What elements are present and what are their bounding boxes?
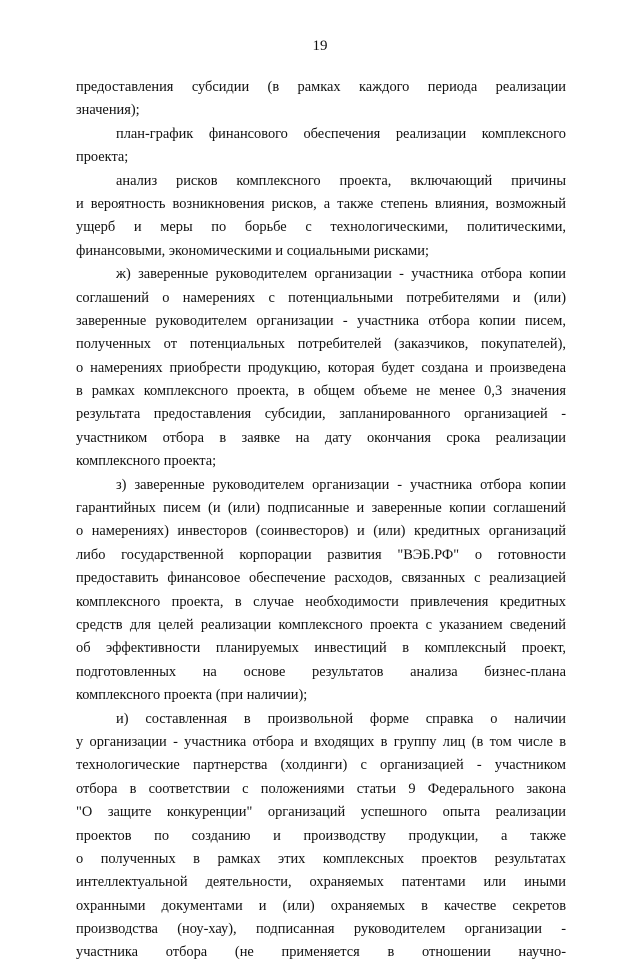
text-line: проектов по созданию и производству продукции, а также xyxy=(76,827,566,844)
text-line: значения); xyxy=(76,102,140,119)
text-line: "О защите конкуренции" организаций успешного опыта реализации xyxy=(76,804,566,821)
text-line: результата предоставления субсидии, запланированного организацией - xyxy=(76,406,566,423)
document-body xyxy=(76,76,566,965)
text-line: о полученных в рамках этих комплексных проектов результатах xyxy=(76,850,566,867)
text-line: комплексного проекта (при наличии); xyxy=(76,687,308,704)
text-line: ж) заверенные руководителем организации - участника отбора копии xyxy=(116,266,566,283)
text-line: соглашений о намерениях с потенциальными потребителями и (или) xyxy=(76,289,566,306)
text-line: средств для целей реализации комплексного проекта с указанием сведений xyxy=(76,616,566,633)
text-line: комплексного проекта, в случае необходимости привлечения кредитных xyxy=(76,593,566,610)
text-line: анализ рисков комплексного проекта, включающий причины xyxy=(116,172,566,189)
text-line: з) заверенные руководителем организации - участника отбора копии xyxy=(116,476,566,493)
text-line: интеллектуальной деятельности, охраняемых патентами или иными xyxy=(76,874,566,891)
text-line: у организации - участника отбора и входящих в группу лиц (в том числе в xyxy=(76,733,566,750)
text-line: ущерб и меры по борьбе с технологическими, политическими, xyxy=(76,219,566,236)
text-line: в рамках комплексного проекта, в общем объеме не менее 0,3 значения xyxy=(76,383,566,400)
text-line: о намерениях приобрести продукцию, которая будет создана и произведена xyxy=(76,359,566,376)
text-line: план-график финансового обеспечения реализации комплексного xyxy=(116,125,566,142)
text-line: производства (ноу-хау), подписанная руководителем организации - xyxy=(76,921,566,938)
text-line: предоставления субсидии (в рамках каждого периода реализации xyxy=(76,79,566,95)
text-line: технологические партнерства (холдинги) с организацией - участником xyxy=(76,757,566,774)
text-line: и вероятность возникновения рисков, а также степень влияния, возможный xyxy=(76,195,566,212)
text-line: проекта; xyxy=(76,149,129,166)
text-line: участника отбора (не применяется в отношении научно- xyxy=(76,944,566,961)
page-number: 19 xyxy=(312,38,328,54)
text-line: и) составленная в произвольной форме справка о наличии xyxy=(116,710,566,727)
text-line: участником отбора в заявке на дату окончания срока реализации xyxy=(76,429,566,446)
text-line: о намерениях) инвесторов (соинвесторов) и (или) кредитных организаций xyxy=(76,523,566,540)
text-line: финансовыми, экономическими и социальными рисками; xyxy=(76,242,429,259)
text-line: охранными документами и (или) охраняемых в качестве секретов xyxy=(76,897,566,914)
text-line: комплексного проекта; xyxy=(76,453,217,470)
text-line: заверенные руководителем организации - участника отбора копии писем, xyxy=(76,312,566,329)
text-line: подготовленных на основе результатов анализа бизнес-плана xyxy=(76,663,566,680)
text-line: гарантийных писем (и (или) подписанные и заверенные копии соглашений xyxy=(76,500,566,517)
text-line: об эффективности планируемых инвестиций в комплексный проект, xyxy=(76,640,566,657)
text-line: предоставить финансовое обеспечение расходов, связанных с реализацией xyxy=(76,570,566,587)
text-line: отбора в соответствии с положениями статьи 9 Федерального закона xyxy=(76,780,566,797)
text-line: либо государственной корпорации развития "ВЭБ.РФ" о готовности xyxy=(76,546,566,563)
text-line: полученных от потенциальных потребителей (заказчиков, покупателей), xyxy=(76,336,566,353)
